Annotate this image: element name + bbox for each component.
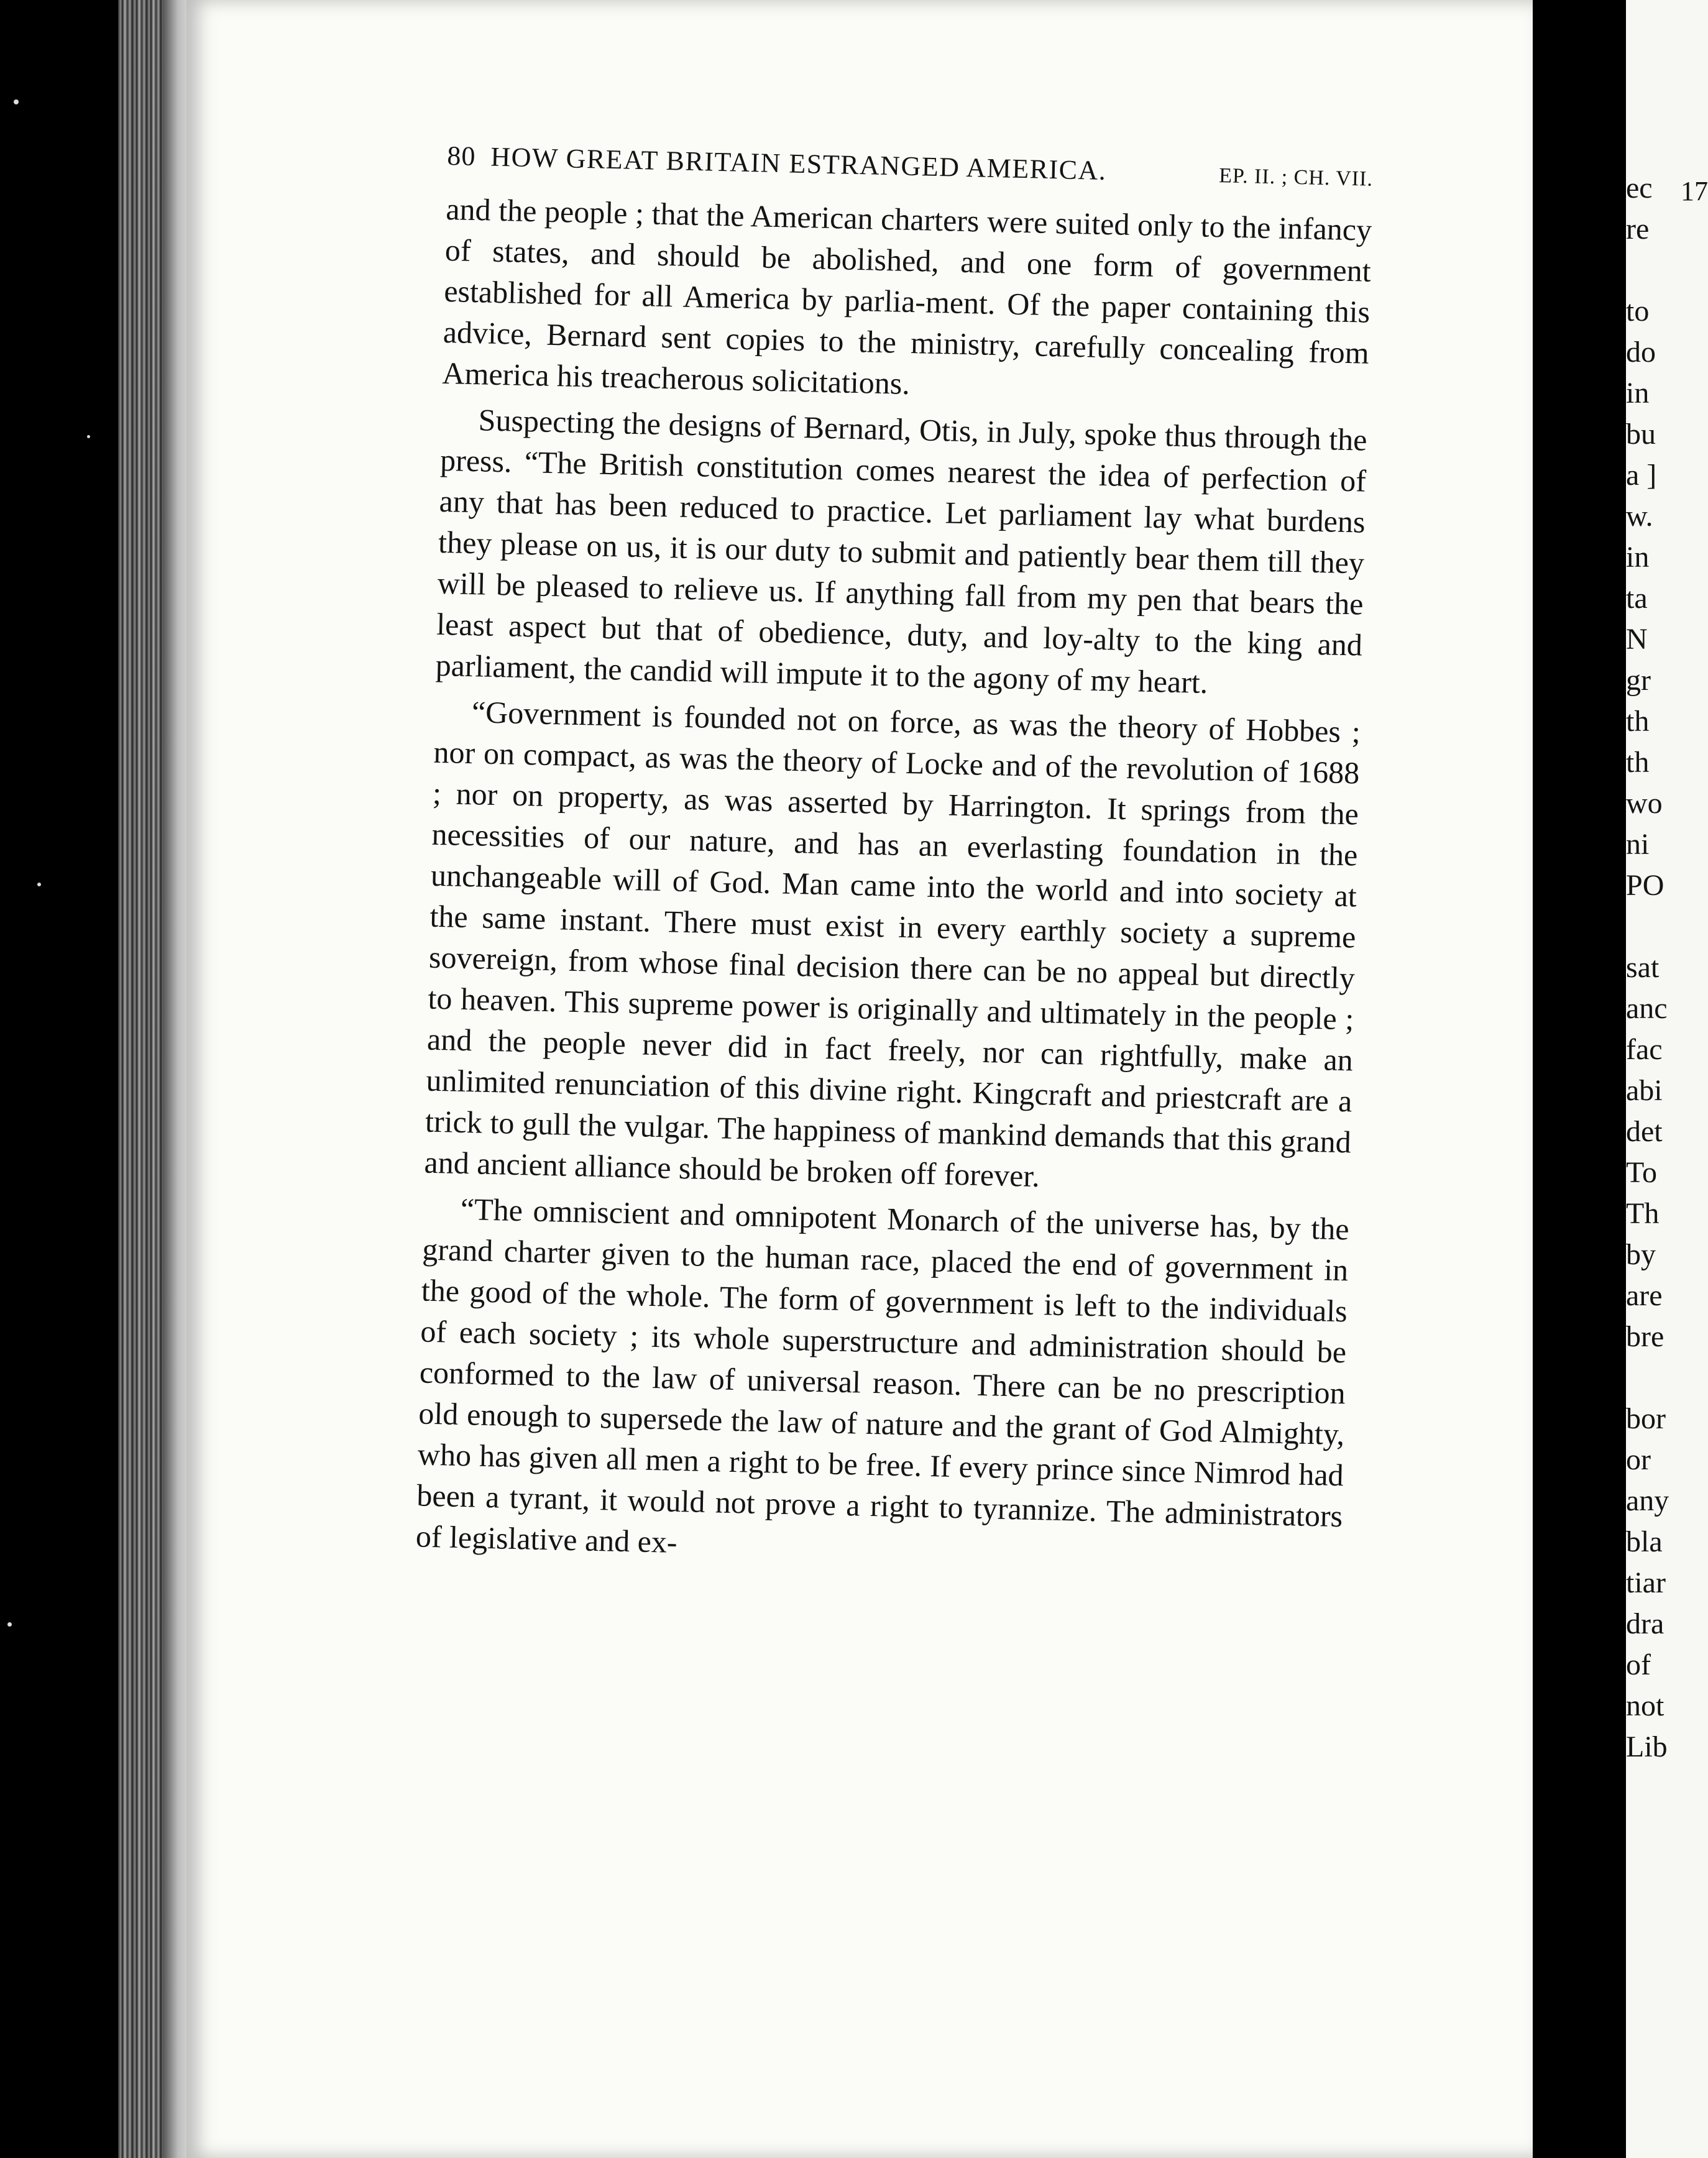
right-page-line: To — [1626, 1156, 1657, 1189]
right-page-line: abi — [1626, 1074, 1663, 1107]
page-divider — [1533, 0, 1626, 2158]
right-page-line: w. — [1626, 500, 1653, 533]
right-page-line: det — [1626, 1115, 1663, 1148]
scan-speck — [14, 99, 19, 104]
right-page-line: or — [1626, 1443, 1651, 1476]
running-head-title: HOW GREAT BRITAIN ESTRANGED AMERICA. — [490, 141, 1107, 186]
right-page-line: fac — [1626, 1033, 1663, 1066]
right-page-line: ni — [1626, 828, 1650, 861]
right-page-line — [1626, 906, 1708, 947]
right-page-line — [1626, 1357, 1708, 1398]
paragraph-2: Suspecting the designs of Bernard, Otis, in July, spoke thus through the press. “The British constitution comes nearest the idea of perfection of any that has been reduced to practice. Let parliament lay what burdens they please on us, it is our duty to submit and patiently bear them till they will be pleased to relieve us. If anything fall from my pen that bears the least aspect but that of obedience, duty, and loy-alty to the king and parliament, the candid will impute it to the agony of my heart. — [435, 402, 1368, 700]
right-page-line: gr — [1626, 664, 1651, 697]
right-page-line: bre — [1626, 1320, 1664, 1353]
right-page-number: 17 — [1681, 176, 1708, 206]
right-page-line: Lib — [1626, 1730, 1668, 1763]
right-page-line — [1626, 250, 1708, 291]
right-page-line: sat — [1626, 951, 1660, 984]
paragraph-4: “The omniscient and omnipotent Monarch of the universe has, by the grand charter given to the human race, placed the end of government in the good of the whole. The form of government is left to the individuals of each society ; its whole superstructure and administration should be conformed to the law of universal reason. There can be no prescription old enough to supersede the law of nature and the grant of God Almighty, who has given all men a right to be free. If every prince since Nimrod had been a tyrant, it would not prove a right to tyrannize. The administrators of legislative and ex- — [415, 1191, 1350, 1559]
right-page-line: in — [1626, 377, 1650, 410]
running-head-section: EP. II. ; CH. VII. — [1218, 164, 1374, 191]
right-page-line: of — [1626, 1648, 1651, 1681]
right-page-lines — [1626, 168, 1708, 1768]
right-page-line: are — [1626, 1279, 1663, 1312]
right-page-line: ec — [1626, 172, 1653, 204]
right-page-line: by — [1626, 1238, 1656, 1271]
right-page-line: in — [1626, 541, 1650, 574]
page-number: 80 — [446, 140, 476, 172]
right-page-line: th — [1626, 705, 1650, 738]
right-page-line: bu — [1626, 418, 1656, 451]
right-page-line: re — [1626, 213, 1650, 246]
right-page-line: any — [1626, 1484, 1669, 1517]
scan-speck — [87, 435, 90, 438]
scan-speck — [37, 883, 41, 886]
right-page-line: not — [1626, 1689, 1664, 1722]
right-page-line: Th — [1626, 1197, 1660, 1230]
right-page-line: dra — [1626, 1607, 1664, 1640]
right-page-line: bor — [1626, 1402, 1666, 1435]
right-page-line: a ] — [1626, 459, 1657, 492]
right-page-line: bla — [1626, 1525, 1663, 1558]
right-page-line: N — [1626, 623, 1648, 656]
right-page-line: to — [1626, 295, 1650, 328]
right-page-line: wo — [1626, 787, 1663, 820]
right-page-line: tiar — [1626, 1566, 1666, 1599]
right-page-line: ta — [1626, 582, 1648, 615]
paragraph-3: “Government is founded not on force, as was the theory of Hobbes ; nor on compact, as was the theory of Locke and of the revolution of 1688 ; nor on property, as was asserted by Harrington. It springs from the necessities of our nature, and has an everlasting foundation in the unchangeable will of God. Man came into the world and into society at the same instant. There must exist in every earthly society a supreme sovereign, from whose final decision there can be no appeal but directly to heaven. This supreme power is originally and ultimately in the people ; and the people never did in fact freely, nor can rightfully, make an unlimited renunciation of this divine right. Kingcraft and priestcraft are a trick to gull the vulgar. The happiness of mankind demands that this grand and ancient alliance should be broken off forever. — [424, 694, 1361, 1194]
page-text-block — [415, 140, 1373, 1577]
right-page-line: do — [1626, 336, 1656, 369]
right-page-line: anc — [1626, 992, 1668, 1025]
paragraph-1: and the people ; that the American charters were suited only to the infancy of states, and should be abolished, and one form of government established for all America by parlia-ment. Of the paper containing this advice, Bernard sent copies to the ministry, carefully concealing from America his treacherous solicitations. — [441, 191, 1372, 401]
right-page-fragment — [1626, 0, 1708, 2158]
right-page-line: PO — [1626, 869, 1664, 902]
scan-speck — [7, 1622, 12, 1627]
right-page-line: th — [1626, 746, 1650, 779]
